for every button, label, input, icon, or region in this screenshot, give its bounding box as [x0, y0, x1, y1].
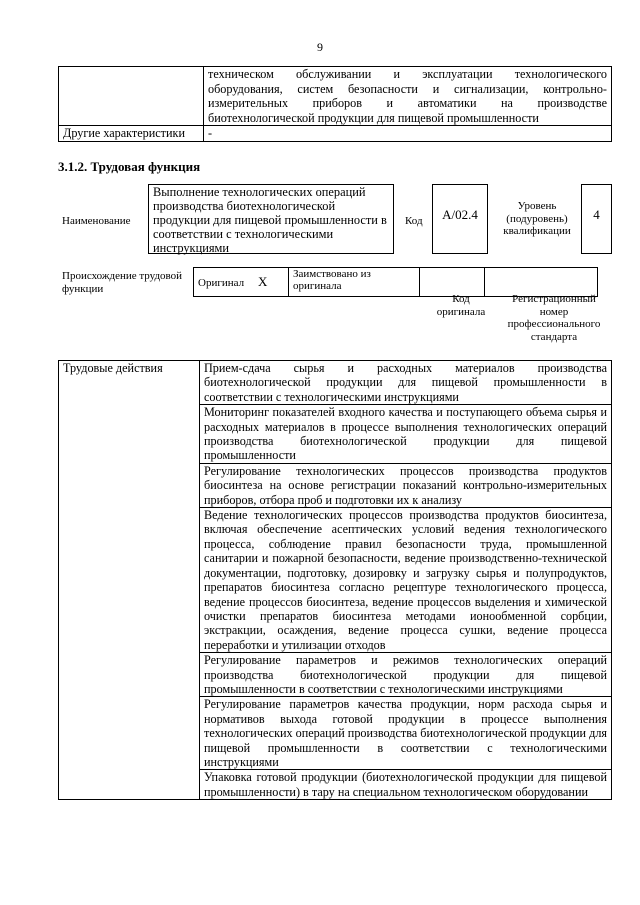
- labor-action-item: Прием-сдача сырья и расходных материалов производства биотехнологической продукции для пищевой промышленности в соответствии с технологическими инструкциями: [200, 361, 612, 405]
- labor-actions-label: Трудовые действия: [59, 361, 200, 800]
- function-code-box: A/02.4: [432, 184, 488, 254]
- table-row: [59, 67, 612, 126]
- qualification-level-box: 4: [581, 184, 612, 254]
- labor-action-item: Регулирование параметров качества продукции, норм расхода сырья и нормативов выхода готовой продукции в процессе выполнения технологических операций производства биотехнологической продукции для пищевой промышленности в соответствии с технологическими инструкциями: [200, 697, 612, 770]
- empty-cell: [59, 67, 204, 126]
- labor-action-item: Упаковка готовой продукции (биотехнологической продукции для пищевой промышленности) в тару на специальном технологическом оборудовании: [200, 770, 612, 800]
- labor-action-item: Ведение технологических процессов производства продуктов биосинтеза, включая обеспечение асептических условий ведения технологического процесса, соблюдение правил безопасности труда, промышленной санитарии и пожарной безопасности, ведение производственно-технической документации, подготовку, дозировку и загрузку сырья и полупродуктов, препаратов биосинтеза согласно рецептуре технологического процесса, ведение процессов биосинтеза, ведение процессов выделения и химической очистки препаратов биосинтеза методами ионообменной сорбции, экстракции, осаждения, ведение процесса сушки, ведение процесса переработки и утилизации отходов: [200, 508, 612, 653]
- original-label: Оригинал: [198, 276, 245, 289]
- top-characteristics-table: [58, 66, 612, 142]
- section-title: 3.1.2. Трудовая функция: [58, 159, 201, 174]
- page-number: 9: [317, 40, 323, 54]
- continuation-cell: техническом обслуживании и эксплуатации технологического оборудования, систем безопасности и сигнализации, контрольно-измерительных приборов и автоматики на производстве биотехнологической продукции для пищевой промышленности: [204, 67, 612, 126]
- other-characteristics-value: -: [204, 126, 612, 142]
- origin-label: Происхождение трудовой функции: [62, 270, 183, 295]
- original-cell: [194, 268, 289, 297]
- code-label: Код: [405, 215, 423, 227]
- other-characteristics-label: Другие характеристики: [59, 126, 204, 142]
- registration-number-caption: Регистрационный номер профессионального стандарта: [507, 293, 601, 343]
- level-label: Уровень (подуровень) квалификации: [503, 200, 571, 237]
- labor-action-item: Регулирование технологических процессов производства продуктов биосинтеза на основе регистрации показаний контрольно-измерительных приборов, отбора проб и подготовки их к анализу: [200, 463, 612, 507]
- name-label: Наименование: [62, 215, 131, 227]
- borrowed-cell: Заимствовано из оригинала: [289, 268, 420, 297]
- table-row: [59, 126, 612, 142]
- labor-actions-table: [58, 360, 612, 800]
- function-name-box: Выполнение технологических операций производства биотехнологической продукции для пищевой промышленности в соответствии с технологическими инструкциями: [148, 184, 394, 254]
- labor-action-item: Регулирование параметров и режимов технологических операций производства биотехнологической продукции для пищевой промышленности в соответствии с технологическими инструкциями: [200, 653, 612, 697]
- original-mark: X: [258, 273, 268, 289]
- code-original-caption: Код оригинала: [436, 293, 486, 318]
- table-row: [59, 361, 612, 405]
- labor-action-item: Мониторинг показателей входного качества и поступающего объема сырья и расходных материалов в процессе выполнения технологических операций производства биотехнологической продукции для пищевой промышленности: [200, 405, 612, 464]
